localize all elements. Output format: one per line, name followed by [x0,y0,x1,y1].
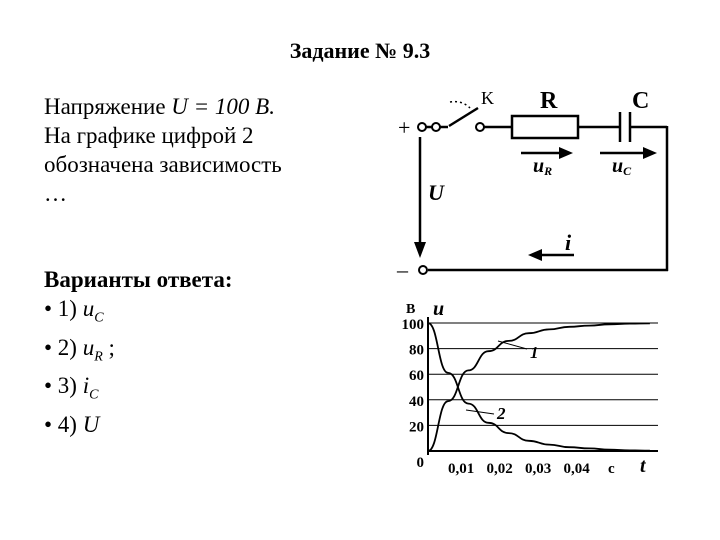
option-bullet: • 4) [44,411,83,437]
option-variable: $u_R$ [82,334,103,365]
x-tick-label: 0,03 [525,461,552,477]
capacitor-label: C [632,88,650,114]
x-tick-label: 0,02 [486,461,513,477]
problem-line-2: На графике цифрой 2 [44,123,254,148]
source-voltage-label: U [428,180,444,205]
option-variable: $i_C$ [82,373,99,403]
switch-label: K [481,88,494,108]
y-tick-label: 60 [409,368,424,385]
x-tick-label: 0,01 [448,461,475,477]
x-unit-label: с [608,461,615,477]
curve-label-1: 1 [530,343,539,362]
curve-2-leader [466,410,494,414]
y-tick-label: 40 [409,393,424,410]
answer-option-2[interactable]: • 2) $u_R$ ; [44,334,115,365]
voltage-expression: U = 100 В. [171,94,275,119]
resistor-voltage-label: uR [533,155,553,178]
option-variable: $u_C$ [82,296,104,326]
option-bullet: • 2) [44,334,83,360]
x-axis-label: t [640,455,646,477]
x-tick-label: 0,04 [563,461,590,477]
answers-header: Варианты ответа: [44,267,233,292]
series-curve-2 [428,323,650,451]
problem-line-4: … [44,181,67,206]
y-tick-label: 100 [401,317,424,333]
series-curve-1 [428,323,650,451]
y-tick-label: 20 [409,419,424,436]
current-label: i [565,230,572,255]
y-unit-label: В [406,302,416,317]
option-bullet: • 1) [44,296,83,321]
y-axis-label: u [433,298,445,320]
task-title: Задание № 9.3 [289,38,431,63]
plus-label: + [398,115,411,140]
resistor-label: R [540,88,558,114]
y-tick-label: 80 [409,342,424,359]
curve-1-leader [498,341,527,349]
problem-line-1-text: Напряжение [44,94,172,119]
minus-label: – [397,257,408,282]
option-variable: U [82,411,100,437]
capacitor-voltage-label: uC [612,155,632,178]
problem-line-3: обозначена зависимость [44,152,282,177]
option-bullet: • 3) [44,373,83,399]
y-tick-label: 0 [416,455,424,471]
curve-label-2: 2 [497,404,506,423]
